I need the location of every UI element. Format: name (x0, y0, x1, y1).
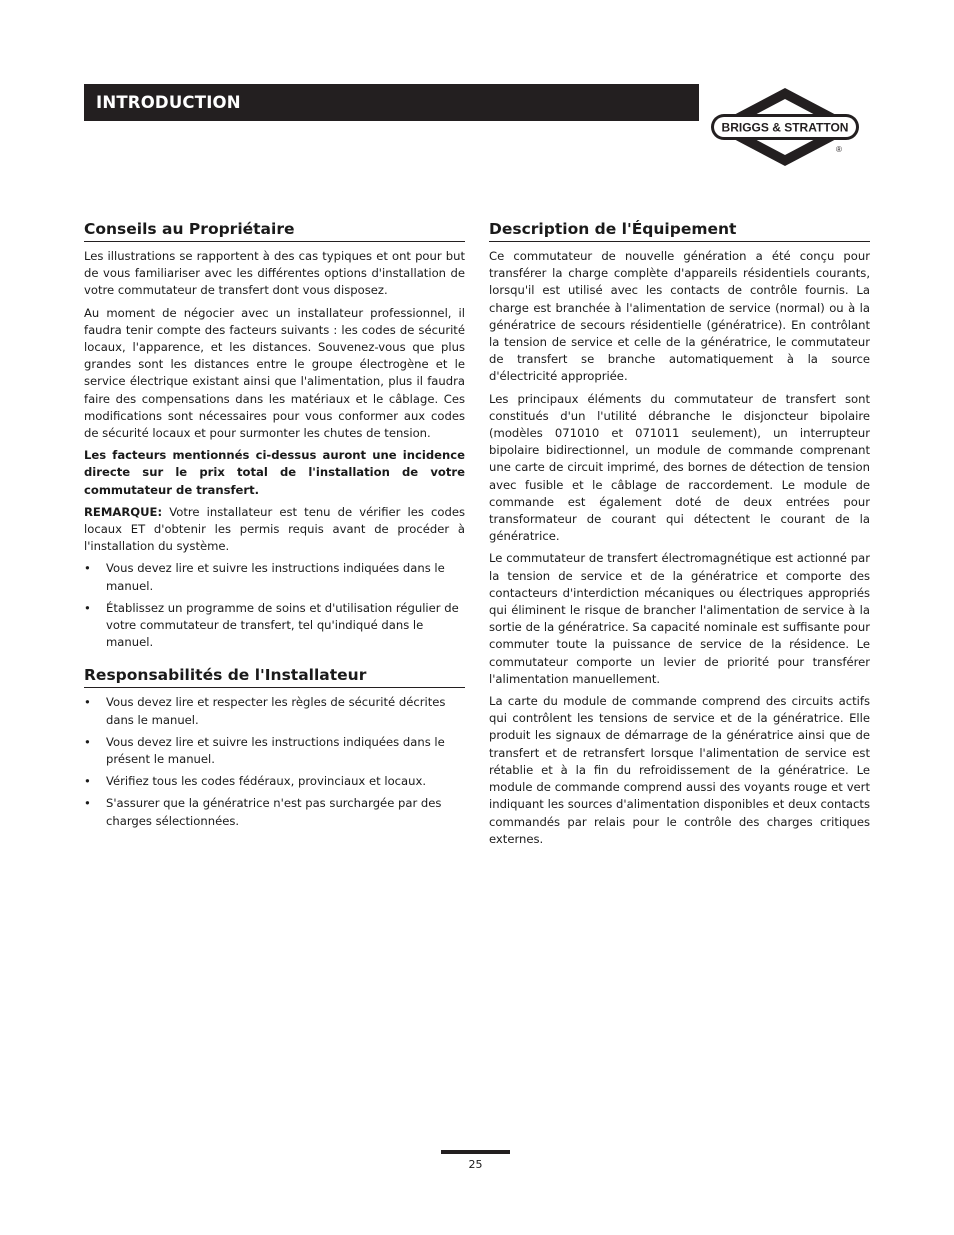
logo-brand-text: BRIGGS & STRATTON (721, 120, 849, 135)
bullet-icon: • (84, 695, 91, 710)
registered-mark: ® (836, 145, 842, 154)
list-item (84, 694, 465, 728)
bullet-icon: • (84, 600, 91, 615)
bullet-icon: • (84, 734, 91, 749)
equipment-paragraph-2: Les principaux éléments du commutateur de transfert sont constitués d'un l'utilité débranche le disjoncteur bipolaire (modèles 071010 et 071011 seulement), un interrupteur bipolaire bidirectionnel, un module de commande comprenant une carte de circuit imprimé, des bornes de détection de tension avec fusible et le câblage de raccordement. Le module de commande est également doté de deux entrées pour transformateur de courant qui détectent le courant de la génératrice. (489, 391, 870, 544)
note-text: Votre installateur est tenu de vérifier les codes locaux ET d'obtenir les permis requis avant de procéder à l'installation du système. (84, 504, 465, 554)
owner-tips-note (84, 504, 465, 556)
list-item (84, 795, 465, 829)
bullet-icon: • (84, 796, 91, 811)
installer-responsibilities-list (84, 694, 465, 829)
list-item (84, 773, 465, 790)
owner-tips-heading: Conseils au Propriétaire (84, 219, 465, 242)
bullet-icon: • (84, 561, 91, 576)
page-number-bar (441, 1150, 510, 1154)
equipment-description-heading: Description de l'Équipement (489, 219, 870, 242)
owner-tips-list (84, 560, 465, 651)
owner-tips-paragraph-3: Les facteurs mentionnés ci-dessus auront une incidence directe sur le prix total de l'installation de votre commutateur de transfert. (84, 448, 465, 497)
list-item-text: Vous devez lire et suivre les instructions indiquées dans le manuel. (106, 561, 445, 593)
right-column (489, 219, 870, 853)
owner-tips-paragraph-1: Les illustrations se rapportent à des cas typiques et ont pour but de vous familiariser avec les différentes options d'installation de votre commutateur de transfert dont vous disposez. (84, 249, 465, 298)
page-number: 25 (468, 1158, 483, 1171)
equipment-paragraph-4: La carte du module de commande comprend des circuits actifs qui contrôlent les tensions de service et de la génératrice. Elle produit les signaux de démarrage de la génératrice ainsi que de transfert et de retransfert lorsque l'alimentation de service est rétablie et à la fin du refroidissement de la génératrice. Le module de commande comprend aussi des voyants rouge et vert indiquant les sources d'alimentation disponibles et deux contacts commandés par relais pour le contrôle des charges critiques externes. (489, 694, 870, 846)
owner-tips-paragraph-2: Au moment de négocier avec un installateur professionnel, il faudra tenir compte des facteurs suivants : les codes de sécurité locaux, l'apparence, et les distances. Souvenez-vous que plus grandes sont les distances entre le groupe électrogène et le service électrique existant ainsi que l'alimentation, plus il faudra faire des compensations dans les matériaux et le câblage. Ces modifications sont nécessaires pour vous conformer aux codes de sécurité locaux et pour surmonter les chutes de tension. (84, 305, 465, 441)
list-item (84, 560, 465, 594)
note-label: REMARQUE: (84, 504, 163, 519)
list-item-text: Établissez un programme de soins et d'utilisation régulier de votre commutateur de transfert, tel qu'indiqué dans le manuel. (106, 600, 459, 650)
section-title: INTRODUCTION (96, 93, 241, 112)
section-header-bar (84, 84, 699, 121)
list-item-text: Vous devez lire et respecter les règles de sécurité décrites dans le manuel. (106, 695, 446, 727)
installer-responsibilities-heading: Responsabilités de l'Installateur (84, 665, 465, 688)
list-item-text: Vous devez lire et suivre les instructions indiquées dans le présent le manuel. (106, 734, 445, 767)
list-item (84, 600, 465, 652)
list-item (84, 734, 465, 768)
left-column (84, 219, 465, 835)
equipment-paragraph-1: Ce commutateur de nouvelle génération a été conçu pour transférer la charge complète d'appareils résidentiels courants, lorsqu'il est utilisé avec les contacts de contrôle fournis. La charge est branchée à l'alimentation de service (normal) ou à la génératrice de secours résidentielle (génératrice). En contrôlant la tension de service et celle de la génératrice, le commutateur de transfert se branche automatiquement à la source d'électricité appropriée. (489, 249, 870, 384)
equipment-paragraph-3: Le commutateur de transfert électromagnétique est actionné par la tension de service et de la génératrice et comporte des contacteurs d'interdiction mécaniques ou électriques appropriés qui éliminent le risque de brancher l'alimentation de service à la sortie de la génératrice. Sa capacité nominale est suffisante pour commuter toute la puissance de service de la résidence. Le commutateur comporte un levier de priorité pour transférer l'alimentation manuellement. (489, 551, 870, 686)
list-item-text: S'assurer que la génératrice n'est pas surchargée par des charges sélectionnées. (106, 796, 442, 828)
list-item-text: Vérifiez tous les codes fédéraux, provinciaux et locaux. (106, 774, 427, 789)
bullet-icon: • (84, 774, 91, 789)
briggs-stratton-logo (708, 86, 863, 168)
